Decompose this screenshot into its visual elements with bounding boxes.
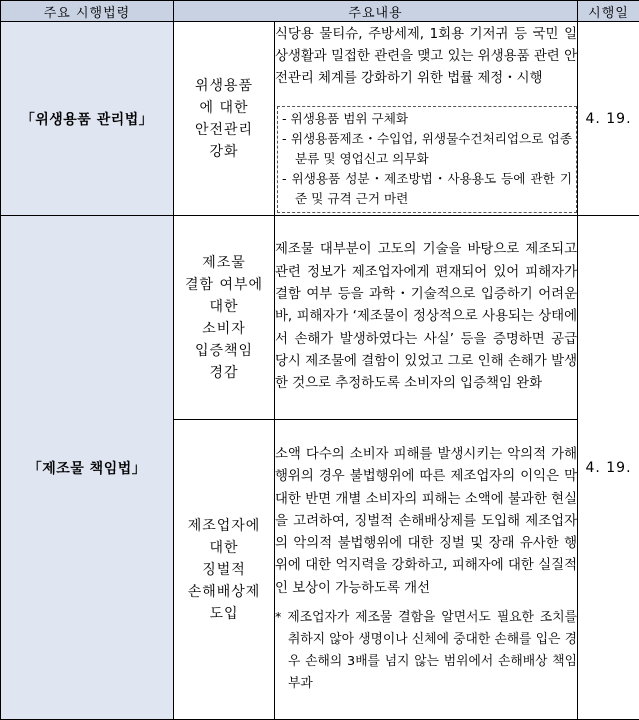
sub-topic-text: 제조물 결함 여부에 대한 소비자 입증책임 경감 — [185, 255, 263, 381]
content-text: 식당용 물티슈, 주방세제, 1회용 기저귀 등 국민 일상생활과 밀접한 관련을 맺고 있는 위생용품 관련 안전관리 체계를 강화하기 위한 법률 제정・시행 — [275, 24, 577, 91]
header-law: 주요 시행법령 — [1, 1, 174, 22]
content-cell — [275, 420, 578, 720]
header-row — [1, 1, 639, 22]
sub-topic — [174, 420, 275, 720]
sub-topic — [174, 216, 275, 420]
box-item: - 위생용품 범위 구체화 — [282, 109, 572, 129]
box-item: - 위생용품제조・수입업, 위생물수건처리업으로 업종 분류 및 영업신고 의무화 — [282, 129, 572, 169]
header-date: 시행일 — [578, 1, 639, 22]
footnote: * 제조업자가 제조물 결함을 알면서도 필요한 조치를 취하지 않아 생명이나 신체에 중대한 손해를 입은 경우 손해의 3배를 넘지 않는 범위에서 손해배상 책임 부과 — [275, 607, 577, 695]
law-name: 「제조물 책임법」 — [1, 216, 174, 720]
sub-topic-text: 제조업자에 대한 징벌적 손해배상제 도입 — [188, 518, 261, 622]
table-row — [1, 22, 639, 216]
table-row — [1, 216, 639, 420]
sub-topic — [174, 22, 275, 216]
content-cell — [275, 216, 578, 420]
effective-date: 4. 19. — [578, 216, 639, 720]
sub-topic-text: 위생용품 에 대한 안전관리 강화 — [195, 78, 253, 160]
detail-box — [277, 106, 577, 213]
header-content: 주요내용 — [174, 1, 578, 22]
law-name: 「위생용품 관리법」 — [1, 22, 174, 216]
box-item: - 위생용품 성분・제조방법・사용용도 등에 관한 기준 및 규격 근거 마련 — [282, 169, 572, 209]
content-text: 소액 다수의 소비자 피해를 발생시키는 악의적 가해행위의 경우 불법행위에 따른 제조업자의 이익은 막대한 반면 개별 소비자의 피해는 소액에 불과한 현실을 고려하여, 징벌적 손해배상제를 도입해 제조업자의 악의적 불법행위에 대한 징벌 및 장래 유사한 행위에 대한 억지력을 강화하고, 피해자에 대한 실질적인 보상이 가능하도록 개선 — [275, 444, 577, 600]
content-cell — [275, 22, 578, 216]
content-text: 제조물 대부분이 고도의 기술을 바탕으로 제조되고 관련 정보가 제조업자에게 편재되어 있어 피해자가 결함 여부 등을 과학・기술적으로 입증하기 어려운 바, 피해자가 ‘제조물이 정상적으로 사용되는 상태에서 손해가 발생하였다는 사실’ 등을 증명하면 공급 당시 제조물에 결함이 있었고 그로 인해 손해가 발생한 것으로 추정하도록 소비자의 입증책임 완화 — [275, 239, 577, 395]
effective-date: 4. 19. — [578, 22, 639, 216]
